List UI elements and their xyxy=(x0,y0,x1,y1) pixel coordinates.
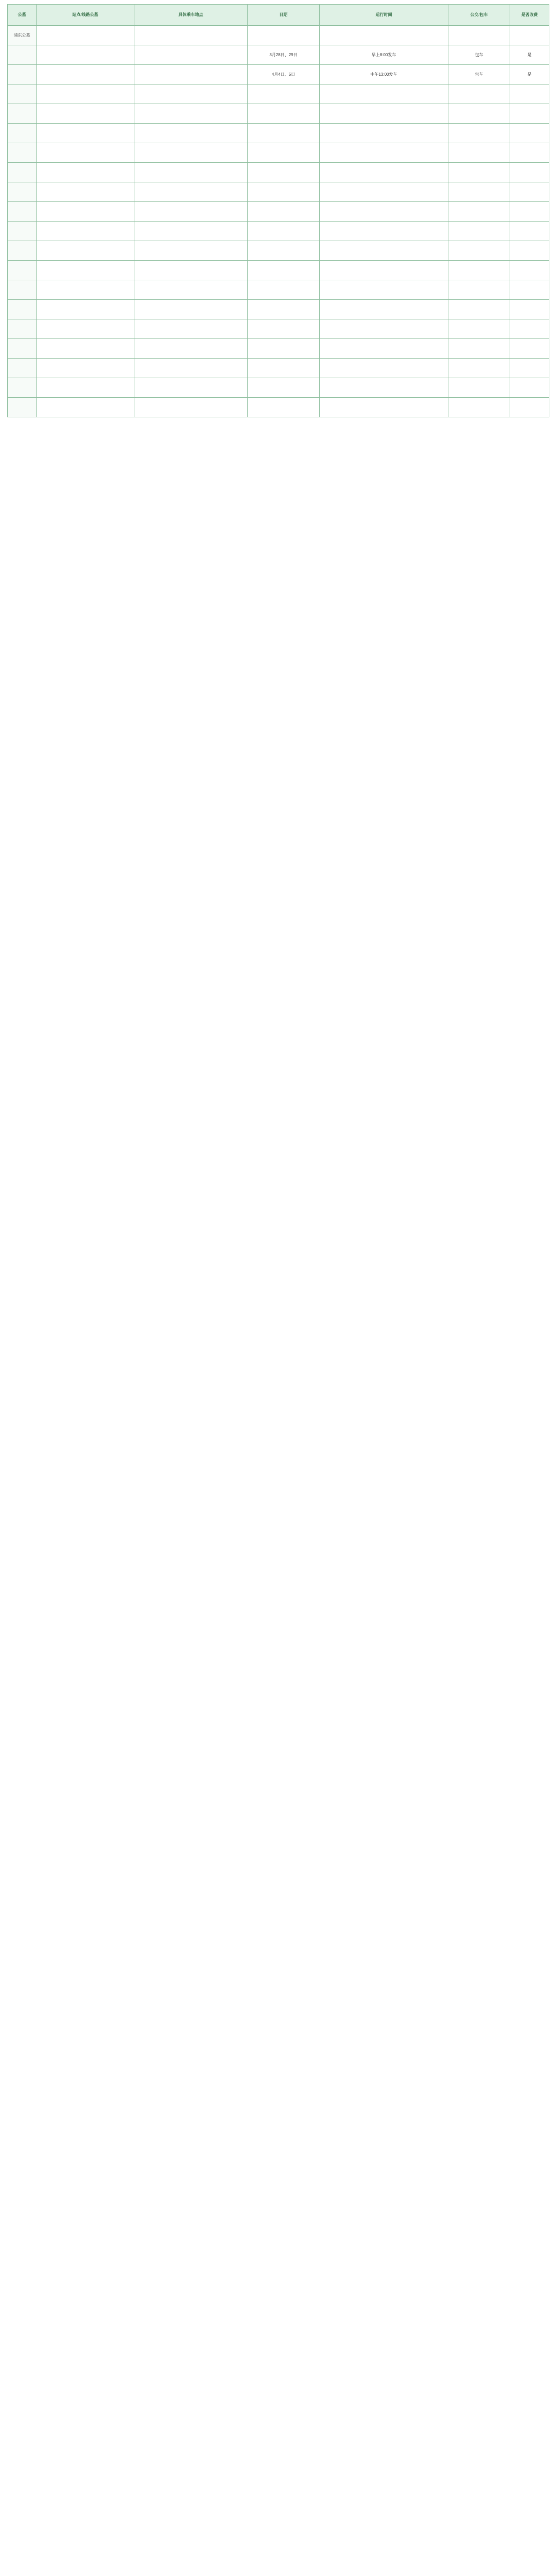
table-cell xyxy=(134,143,248,163)
table-cell xyxy=(134,280,248,300)
table-cell xyxy=(510,104,549,124)
table-cell xyxy=(134,339,248,359)
table-cell xyxy=(320,339,448,359)
table-cell xyxy=(510,280,549,300)
table-row xyxy=(8,359,549,378)
table-row xyxy=(8,222,549,241)
table-cell xyxy=(8,182,37,202)
table-cell xyxy=(8,261,37,280)
table-row xyxy=(8,143,549,163)
schedule-table xyxy=(7,4,549,417)
table-cell xyxy=(8,339,37,359)
table-cell xyxy=(134,378,248,398)
table-cell xyxy=(448,163,510,182)
table-cell: 早上8:00发车 xyxy=(320,45,448,65)
table-cell xyxy=(320,222,448,241)
table-cell xyxy=(248,339,320,359)
header-run-time: 运行时间 xyxy=(320,5,448,26)
table-cell: 包车 xyxy=(448,65,510,84)
table-cell xyxy=(448,378,510,398)
table-row xyxy=(8,45,549,65)
table-cell xyxy=(37,143,134,163)
table-cell xyxy=(320,261,448,280)
table-cell xyxy=(37,65,134,84)
table-cell xyxy=(37,300,134,319)
table-cell xyxy=(248,398,320,417)
table-cell xyxy=(134,26,248,45)
table-cell xyxy=(37,280,134,300)
table-cell xyxy=(37,163,134,182)
table-cell xyxy=(37,261,134,280)
table-cell xyxy=(448,359,510,378)
table-cell xyxy=(510,222,549,241)
table-cell xyxy=(8,378,37,398)
table-cell: 包车 xyxy=(448,45,510,65)
table-cell xyxy=(320,202,448,222)
table-cell xyxy=(320,319,448,339)
table-cell xyxy=(248,124,320,143)
table-cell xyxy=(37,339,134,359)
header-fee: 是否收费 xyxy=(510,5,549,26)
table-cell xyxy=(134,163,248,182)
table-cell xyxy=(510,182,549,202)
table-cell xyxy=(510,339,549,359)
table-cell xyxy=(320,163,448,182)
table-cell: 是 xyxy=(510,45,549,65)
table-cell: 浦东公墓 xyxy=(8,26,37,45)
table-cell xyxy=(510,163,549,182)
table-header xyxy=(8,5,549,26)
table-row xyxy=(8,241,549,261)
table-cell xyxy=(8,222,37,241)
table-cell xyxy=(248,202,320,222)
table-cell xyxy=(37,359,134,378)
table-cell xyxy=(248,359,320,378)
table-cell xyxy=(448,222,510,241)
table-cell xyxy=(320,104,448,124)
table-cell xyxy=(134,319,248,339)
table-row xyxy=(8,163,549,182)
table-row xyxy=(8,182,549,202)
table-cell xyxy=(134,84,248,104)
table-cell xyxy=(320,398,448,417)
table-cell xyxy=(8,124,37,143)
table-cell xyxy=(448,300,510,319)
table-cell xyxy=(8,300,37,319)
table-cell xyxy=(8,319,37,339)
table-row xyxy=(8,300,549,319)
table-cell xyxy=(134,398,248,417)
table-cell xyxy=(448,339,510,359)
table-cell xyxy=(8,104,37,124)
table-cell xyxy=(510,143,549,163)
table-cell xyxy=(134,104,248,124)
table-body xyxy=(8,26,549,417)
table-cell xyxy=(8,84,37,104)
table-cell xyxy=(37,182,134,202)
table-cell xyxy=(320,241,448,261)
table-cell: 中午13:00发车 xyxy=(320,65,448,84)
table-cell xyxy=(248,378,320,398)
table-cell xyxy=(37,26,134,45)
table-cell xyxy=(248,300,320,319)
table-cell xyxy=(510,124,549,143)
table-cell xyxy=(248,84,320,104)
table-cell xyxy=(448,143,510,163)
table-cell xyxy=(448,319,510,339)
table-cell xyxy=(37,222,134,241)
table-cell xyxy=(448,26,510,45)
table-cell xyxy=(510,261,549,280)
table-cell xyxy=(248,280,320,300)
table-cell xyxy=(134,222,248,241)
table-cell xyxy=(510,319,549,339)
table-cell xyxy=(8,359,37,378)
table-cell xyxy=(248,182,320,202)
table-cell xyxy=(448,202,510,222)
table-cell xyxy=(37,378,134,398)
table-cell xyxy=(320,378,448,398)
header-cemetery: 公墓 xyxy=(8,5,37,26)
table-row xyxy=(8,378,549,398)
table-row xyxy=(8,261,549,280)
table-cell: 4月4日、5日 xyxy=(248,65,320,84)
table-cell xyxy=(134,261,248,280)
table-cell xyxy=(134,182,248,202)
table-cell xyxy=(448,84,510,104)
table-row xyxy=(8,339,549,359)
table-cell xyxy=(320,300,448,319)
table-cell xyxy=(248,241,320,261)
table-cell xyxy=(510,398,549,417)
table-cell xyxy=(37,202,134,222)
table-cell xyxy=(510,202,549,222)
table-cell: 3月28日、29日 xyxy=(248,45,320,65)
table-cell xyxy=(134,65,248,84)
table-cell xyxy=(134,359,248,378)
table-cell xyxy=(510,26,549,45)
table-cell xyxy=(448,104,510,124)
table-cell xyxy=(448,124,510,143)
header-bus-type: 公交/包车 xyxy=(448,5,510,26)
table-row xyxy=(8,319,549,339)
table-row xyxy=(8,84,549,104)
table-cell xyxy=(37,104,134,124)
table-cell xyxy=(248,26,320,45)
table-cell xyxy=(320,124,448,143)
table-cell xyxy=(320,280,448,300)
table-cell xyxy=(134,124,248,143)
table-cell xyxy=(510,378,549,398)
table-cell xyxy=(448,398,510,417)
table-cell xyxy=(510,241,549,261)
table-cell xyxy=(37,84,134,104)
table-cell xyxy=(248,143,320,163)
table-cell xyxy=(37,241,134,261)
table-cell xyxy=(320,143,448,163)
table-cell xyxy=(37,45,134,65)
table-cell xyxy=(8,241,37,261)
table-cell xyxy=(320,182,448,202)
table-cell xyxy=(134,202,248,222)
table-row xyxy=(8,26,549,45)
table-row xyxy=(8,65,549,84)
header-station: 站点/线路公墓 xyxy=(37,5,134,26)
table-cell xyxy=(8,45,37,65)
table-cell xyxy=(248,261,320,280)
table-cell xyxy=(448,182,510,202)
table-cell xyxy=(448,280,510,300)
table-row xyxy=(8,104,549,124)
table-cell xyxy=(37,398,134,417)
table-cell xyxy=(134,45,248,65)
table-cell xyxy=(134,300,248,319)
table-cell xyxy=(448,261,510,280)
table-cell xyxy=(8,202,37,222)
table-cell xyxy=(37,124,134,143)
table-cell xyxy=(37,319,134,339)
table-cell xyxy=(320,84,448,104)
table-cell xyxy=(320,26,448,45)
table-row xyxy=(8,202,549,222)
table-cell xyxy=(8,143,37,163)
table-cell xyxy=(8,163,37,182)
table-cell: 是 xyxy=(510,65,549,84)
table-cell xyxy=(248,104,320,124)
table-cell xyxy=(134,241,248,261)
table-cell xyxy=(8,398,37,417)
table-cell xyxy=(510,359,549,378)
table-cell xyxy=(510,84,549,104)
table-cell xyxy=(8,280,37,300)
table-cell xyxy=(510,300,549,319)
table-cell xyxy=(320,359,448,378)
table-row xyxy=(8,398,549,417)
table-row xyxy=(8,124,549,143)
table-row xyxy=(8,280,549,300)
table-cell xyxy=(248,222,320,241)
header-boarding-location: 具体乘车地点 xyxy=(134,5,248,26)
table-cell xyxy=(248,319,320,339)
table-cell xyxy=(248,163,320,182)
header-date: 日期 xyxy=(248,5,320,26)
table-cell xyxy=(8,65,37,84)
table-cell xyxy=(448,241,510,261)
